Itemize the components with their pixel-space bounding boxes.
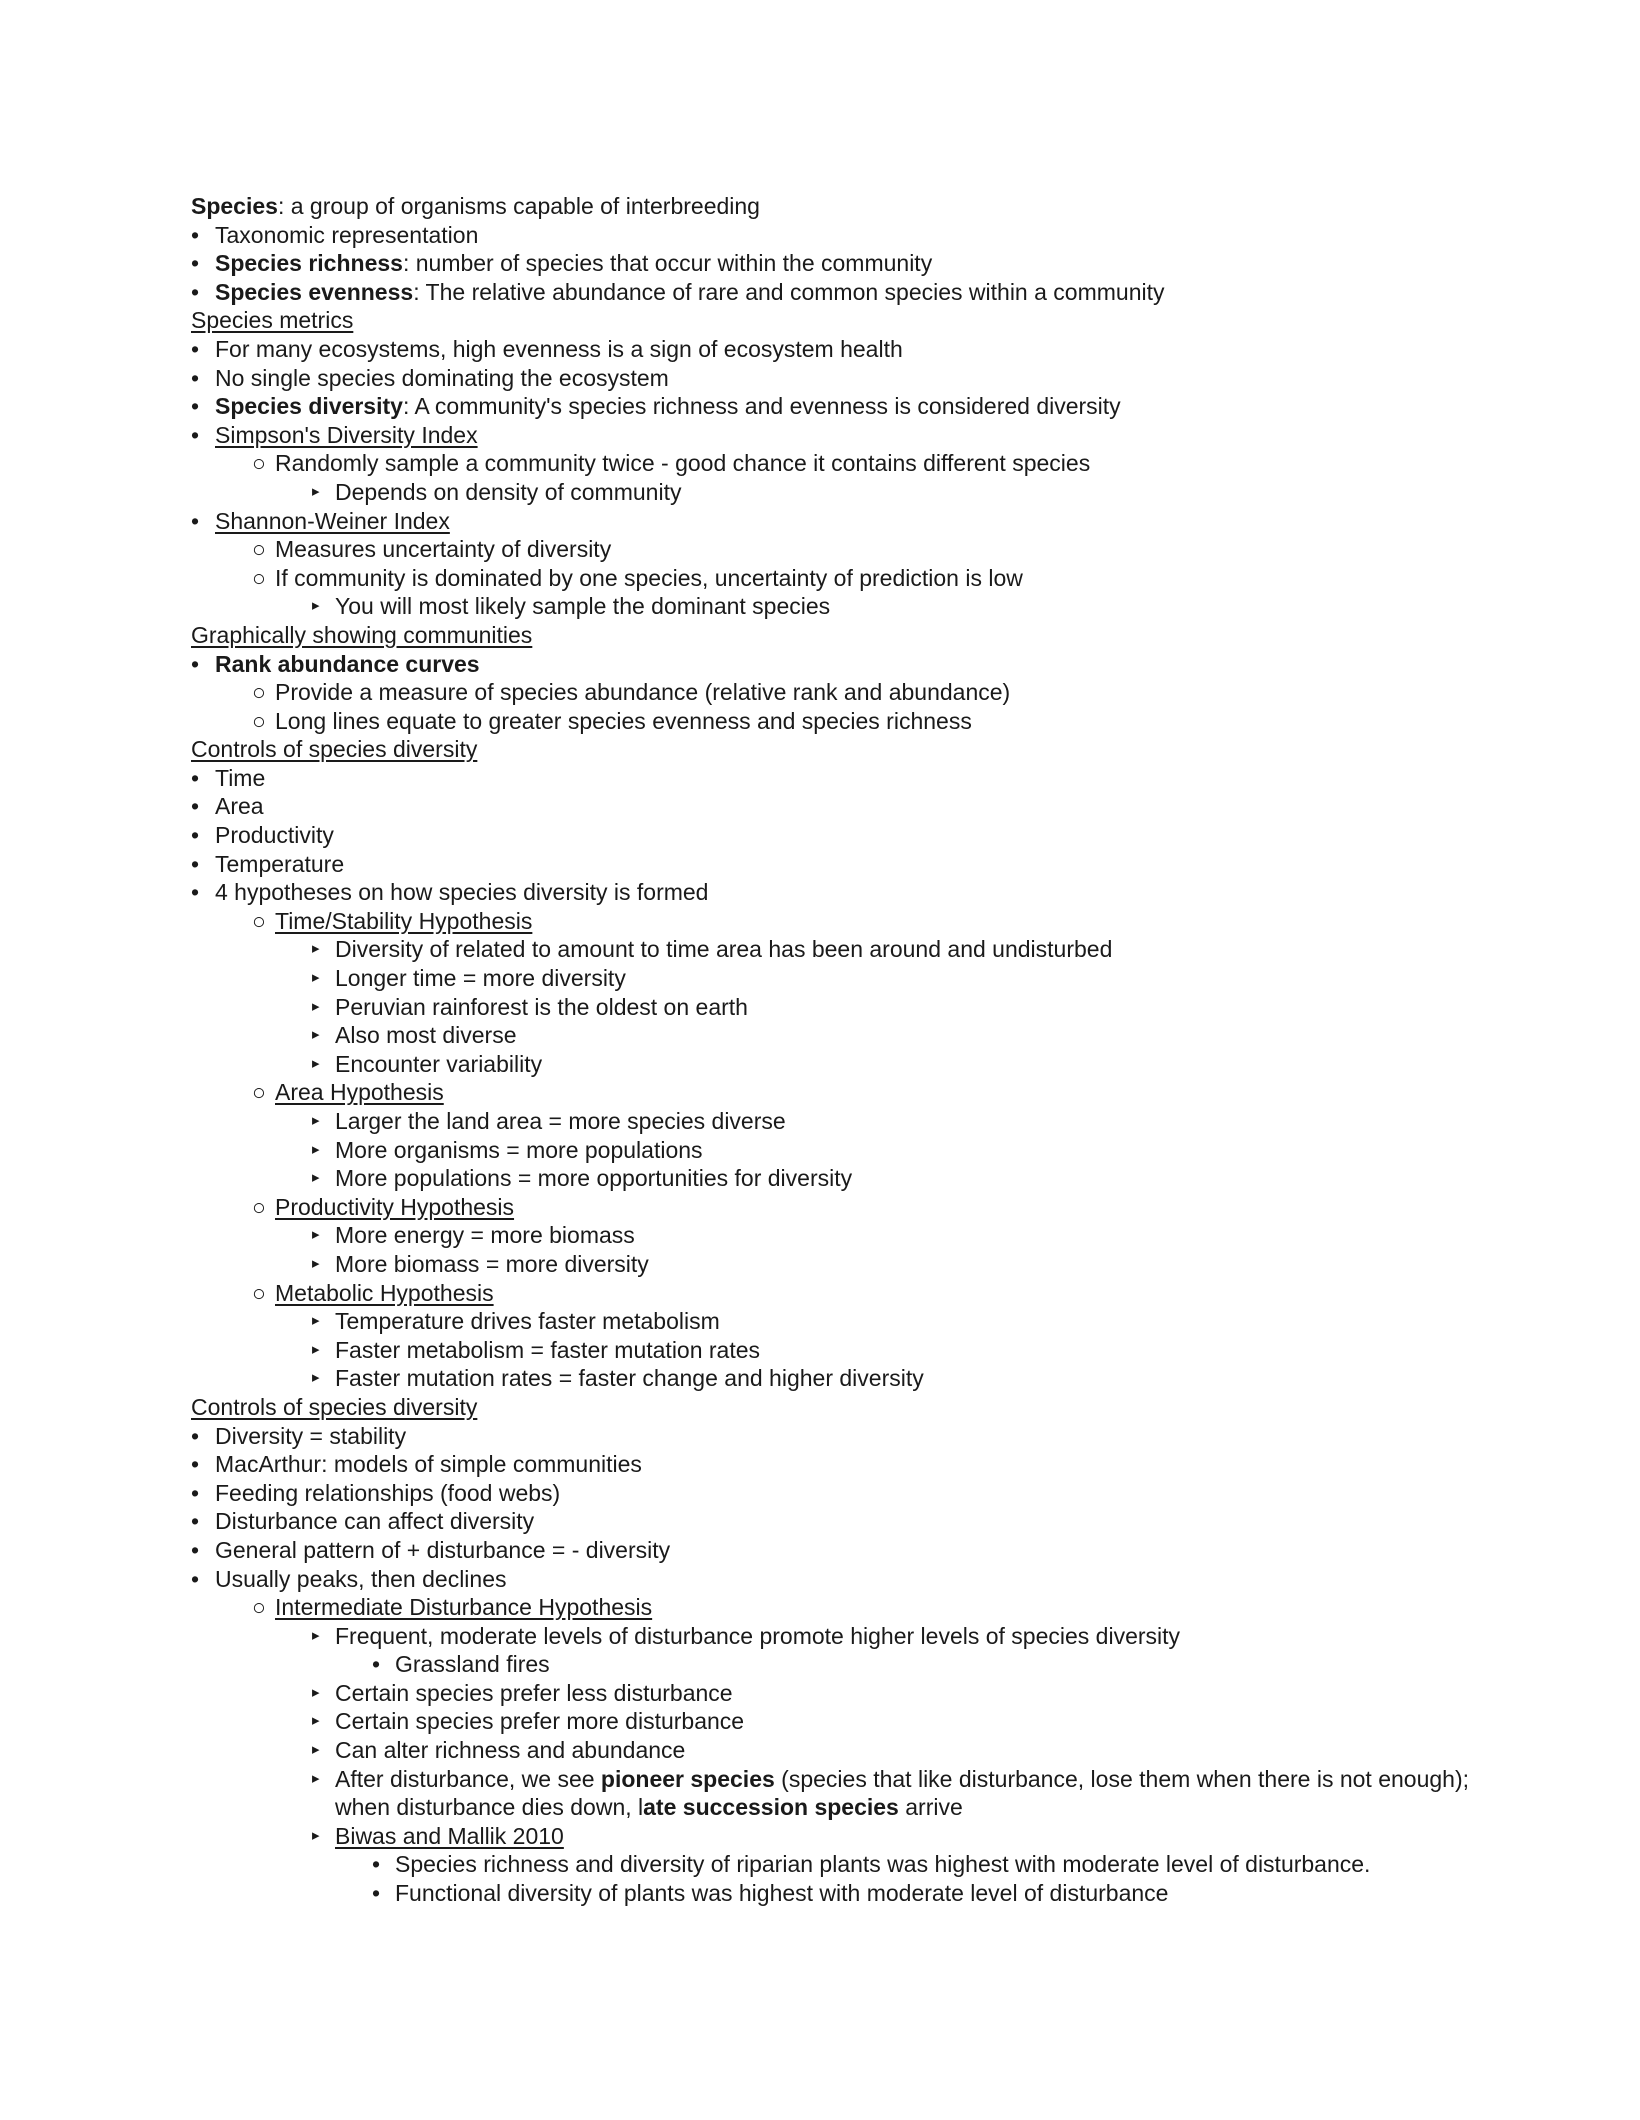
bullet-icon: • xyxy=(191,1479,200,1506)
bullet-item xyxy=(191,507,1491,536)
bullet-icon: ▸ xyxy=(312,969,320,987)
bullet-item xyxy=(191,449,1491,478)
term-text: Species richness xyxy=(215,250,403,277)
bullet-item xyxy=(191,592,1491,621)
line-text: More organisms = more populations xyxy=(335,1136,703,1163)
line-text: : a group of organisms capable of interbreeding xyxy=(277,193,760,219)
section-line xyxy=(191,621,1491,650)
line-text: If community is dominated by one species, uncertainty of prediction is low xyxy=(275,564,1023,591)
bullet-icon: • xyxy=(191,1508,200,1535)
line-text: Provide a measure of species abundance (relative rank and abundance) xyxy=(275,679,1011,706)
bullet-icon: • xyxy=(191,850,200,877)
bullet-icon: • xyxy=(191,221,200,248)
bullet-icon: • xyxy=(191,793,200,820)
bullet-item xyxy=(191,221,1491,250)
line-text: For many ecosystems, high evenness is a sign of ecosystem health xyxy=(215,335,903,362)
bullet-item xyxy=(191,1422,1491,1451)
bullet-item xyxy=(191,907,1491,936)
heading-text: Time/Stability Hypothesis xyxy=(275,907,533,934)
bullet-icon: ▸ xyxy=(312,1741,320,1759)
heading-text: Simpson's Diversity Index xyxy=(215,421,478,448)
bullet-icon: ▸ xyxy=(312,1712,320,1730)
bullet-icon: ▸ xyxy=(312,997,320,1015)
term-text: Species evenness xyxy=(215,278,414,305)
bullet-icon: ○ xyxy=(252,1279,266,1306)
bullet-icon: ▸ xyxy=(312,1140,320,1158)
line-text: Peruvian rainforest is the oldest on earth xyxy=(335,993,748,1020)
bullet-item xyxy=(191,535,1491,564)
line-text: Temperature drives faster metabolism xyxy=(335,1308,720,1335)
line-text: arrive xyxy=(898,1794,963,1821)
heading-text: Species metrics xyxy=(191,307,354,334)
line-text: More biomass = more diversity xyxy=(335,1250,649,1277)
bullet-item xyxy=(191,1164,1491,1193)
bullet-item xyxy=(191,850,1491,879)
bullet-icon: • xyxy=(191,364,200,391)
line-text: Frequent, moderate levels of disturbance promote higher levels of species diversity xyxy=(335,1622,1181,1649)
line-text: Productivity xyxy=(215,822,334,849)
bullet-item xyxy=(191,1879,1491,1908)
bullet-icon: ▸ xyxy=(312,1826,320,1844)
bullet-icon: ▸ xyxy=(312,1026,320,1044)
line-text: Faster mutation rates = faster change and higher diversity xyxy=(335,1365,924,1392)
bullet-icon: • xyxy=(191,250,200,277)
section-line xyxy=(191,192,1491,221)
line-text: Area xyxy=(215,793,264,820)
bullet-item xyxy=(191,1336,1491,1365)
line-text: You will most likely sample the dominant species xyxy=(335,593,831,620)
bullet-item xyxy=(191,1250,1491,1279)
bullet-item xyxy=(191,364,1491,393)
bullet-item xyxy=(191,1021,1491,1050)
bullet-icon: • xyxy=(191,421,200,448)
bullet-item xyxy=(191,1193,1491,1222)
bullet-item xyxy=(191,1507,1491,1536)
section-line xyxy=(191,1393,1491,1422)
bullet-icon: ○ xyxy=(252,707,266,734)
bullet-item xyxy=(191,564,1491,593)
line-text: Disturbance can affect diversity xyxy=(215,1508,535,1535)
bullet-item xyxy=(191,1765,1491,1822)
line-text: Measures uncertainty of diversity xyxy=(275,536,612,563)
line-text: Diversity of related to amount to time area has been around and undisturbed xyxy=(335,936,1113,963)
line-text: : A community's species richness and evenness is considered diversity xyxy=(402,393,1121,420)
bullet-icon: • xyxy=(191,1565,200,1592)
bullet-icon: • xyxy=(191,278,200,305)
line-text: General pattern of + disturbance = - diversity xyxy=(215,1536,671,1563)
bullet-item xyxy=(191,478,1491,507)
bullet-item xyxy=(191,964,1491,993)
bullet-icon: • xyxy=(191,764,200,791)
bullet-icon: ○ xyxy=(252,536,266,563)
bullet-item xyxy=(191,1736,1491,1765)
line-text: 4 hypotheses on how species diversity is formed xyxy=(215,879,709,906)
bullet-icon: ▸ xyxy=(312,1683,320,1701)
bullet-item xyxy=(191,1850,1491,1879)
bullet-item xyxy=(191,1136,1491,1165)
bullet-icon: • xyxy=(191,507,200,534)
line-text: Depends on density of community xyxy=(335,478,682,505)
bullet-item xyxy=(191,335,1491,364)
bullet-item xyxy=(191,1279,1491,1308)
bullet-icon: ▸ xyxy=(312,1369,320,1387)
bullet-icon: • xyxy=(372,1851,381,1878)
bullet-icon: ○ xyxy=(252,564,266,591)
line-text: Larger the land area = more species diverse xyxy=(335,1108,786,1134)
bullet-icon: • xyxy=(372,1651,381,1678)
bullet-item xyxy=(191,650,1491,679)
bullet-icon: ▸ xyxy=(312,1054,320,1072)
line-text: Randomly sample a community twice - good chance it contains different species xyxy=(275,450,1091,477)
bullet-icon: • xyxy=(191,879,200,906)
bullet-item xyxy=(191,421,1491,450)
heading-text: Controls of species diversity xyxy=(191,736,478,763)
line-text: Long lines equate to greater species evenness and species richness xyxy=(275,707,972,734)
bullet-item xyxy=(191,792,1491,821)
line-text: (species that like disturbance, lose them when there is not enough); when disturbance dies down, l xyxy=(335,1765,1470,1821)
bullet-item xyxy=(191,1307,1491,1336)
bullet-item xyxy=(191,1679,1491,1708)
bullet-item xyxy=(191,707,1491,736)
bullet-item xyxy=(191,392,1491,421)
bullet-item xyxy=(191,1050,1491,1079)
bullet-icon: • xyxy=(191,335,200,362)
line-text: : number of species that occur within the community xyxy=(402,250,933,277)
bullet-icon: ○ xyxy=(252,450,266,477)
bullet-item xyxy=(191,1479,1491,1508)
heading-text: Area Hypothesis xyxy=(275,1079,444,1106)
line-text: Certain species prefer less disturbance xyxy=(335,1679,733,1706)
line-text: Encounter variability xyxy=(335,1050,543,1077)
bullet-icon: • xyxy=(191,1451,200,1478)
bullet-icon: ▸ xyxy=(312,1769,320,1787)
line-text: More populations = more opportunities for diversity xyxy=(335,1165,853,1192)
bullet-item xyxy=(191,249,1491,278)
line-text: Certain species prefer more disturbance xyxy=(335,1708,745,1735)
bullet-item xyxy=(191,1078,1491,1107)
bullet-item xyxy=(191,821,1491,850)
bullet-icon: ▸ xyxy=(312,1340,320,1358)
bullet-item xyxy=(191,1593,1491,1622)
line-text: Diversity = stability xyxy=(215,1422,407,1449)
bullet-icon: • xyxy=(191,650,200,677)
bullet-icon: • xyxy=(191,1422,200,1449)
bullet-icon: • xyxy=(372,1880,381,1907)
heading-text: Controls of species diversity xyxy=(191,1393,478,1420)
bullet-item xyxy=(191,1650,1491,1679)
bullet-icon: ▸ xyxy=(312,597,320,615)
line-text: Can alter richness and abundance xyxy=(335,1737,686,1764)
bullet-item xyxy=(191,878,1491,907)
section-line xyxy=(191,735,1491,764)
heading-text: Productivity Hypothesis xyxy=(275,1193,515,1220)
line-text: Functional diversity of plants was highest with moderate level of disturbance xyxy=(395,1880,1169,1907)
bullet-item xyxy=(191,1221,1491,1250)
bullet-item xyxy=(191,1364,1491,1393)
bullet-icon: ○ xyxy=(252,1079,266,1106)
bullet-icon: ▸ xyxy=(312,940,320,958)
line-text: More energy = more biomass xyxy=(335,1222,635,1249)
line-text: Also most diverse xyxy=(335,1022,517,1049)
bullet-item xyxy=(191,1622,1491,1651)
bullet-icon: ▸ xyxy=(312,482,320,500)
bullet-item xyxy=(191,993,1491,1022)
bullet-icon: ▸ xyxy=(312,1112,320,1129)
line-text: Taxonomic representation xyxy=(215,221,479,248)
bullet-item xyxy=(191,1707,1491,1736)
bullet-icon: ▸ xyxy=(312,1254,320,1272)
bullet-item xyxy=(191,1822,1491,1851)
bullet-icon: ○ xyxy=(252,907,266,934)
line-text: Longer time = more diversity xyxy=(335,965,626,992)
heading-text: Graphically showing communities xyxy=(191,621,533,648)
line-text: Time xyxy=(215,764,266,791)
bullet-item xyxy=(191,278,1491,307)
bullet-item xyxy=(191,1450,1491,1479)
term-text: Species diversity xyxy=(215,393,403,420)
bullet-item xyxy=(191,678,1491,707)
line-text: Usually peaks, then declines xyxy=(215,1565,507,1592)
line-text: : The relative abundance of rare and common species within a community xyxy=(413,278,1165,305)
section-line xyxy=(191,306,1491,335)
line-text: No single species dominating the ecosystem xyxy=(215,364,669,391)
line-text: After disturbance, we see xyxy=(335,1765,601,1792)
bullet-icon: ▸ xyxy=(312,1312,320,1330)
bullet-icon: • xyxy=(191,1536,200,1563)
line-text: Grassland fires xyxy=(395,1651,550,1678)
heading-text: Shannon-Weiner Index xyxy=(215,507,450,534)
term-text: ate succession species xyxy=(643,1794,899,1821)
bullet-item xyxy=(191,1565,1491,1594)
line-text: Species richness and diversity of riparian plants was highest with moderate level of disturbance. xyxy=(395,1851,1371,1878)
bullet-item xyxy=(191,764,1491,793)
heading-text: Metabolic Hypothesis xyxy=(275,1279,494,1306)
bullet-item xyxy=(191,935,1491,964)
term-text: pioneer species xyxy=(600,1765,775,1792)
bullet-item xyxy=(191,1536,1491,1565)
bullet-icon: ○ xyxy=(252,1594,266,1621)
term-text: Species xyxy=(191,193,278,219)
line-text: Temperature xyxy=(215,850,345,877)
term-text: Rank abundance curves xyxy=(215,650,480,677)
bullet-icon: ▸ xyxy=(312,1626,320,1644)
bullet-item xyxy=(191,1107,1491,1136)
bullet-icon: • xyxy=(191,393,200,420)
line-text: Feeding relationships (food webs) xyxy=(215,1479,561,1506)
heading-text: Biwas and Mallik 2010 xyxy=(335,1822,564,1849)
line-text: MacArthur: models of simple communities xyxy=(215,1451,642,1478)
notes-document xyxy=(191,192,1491,1908)
bullet-icon: ○ xyxy=(252,679,266,706)
bullet-icon: ▸ xyxy=(312,1169,320,1187)
bullet-icon: • xyxy=(191,822,200,849)
line-text: Faster metabolism = faster mutation rates xyxy=(335,1336,761,1363)
bullet-icon: ○ xyxy=(252,1193,266,1220)
bullet-icon: ▸ xyxy=(312,1226,320,1244)
heading-text: Intermediate Disturbance Hypothesis xyxy=(275,1594,653,1621)
